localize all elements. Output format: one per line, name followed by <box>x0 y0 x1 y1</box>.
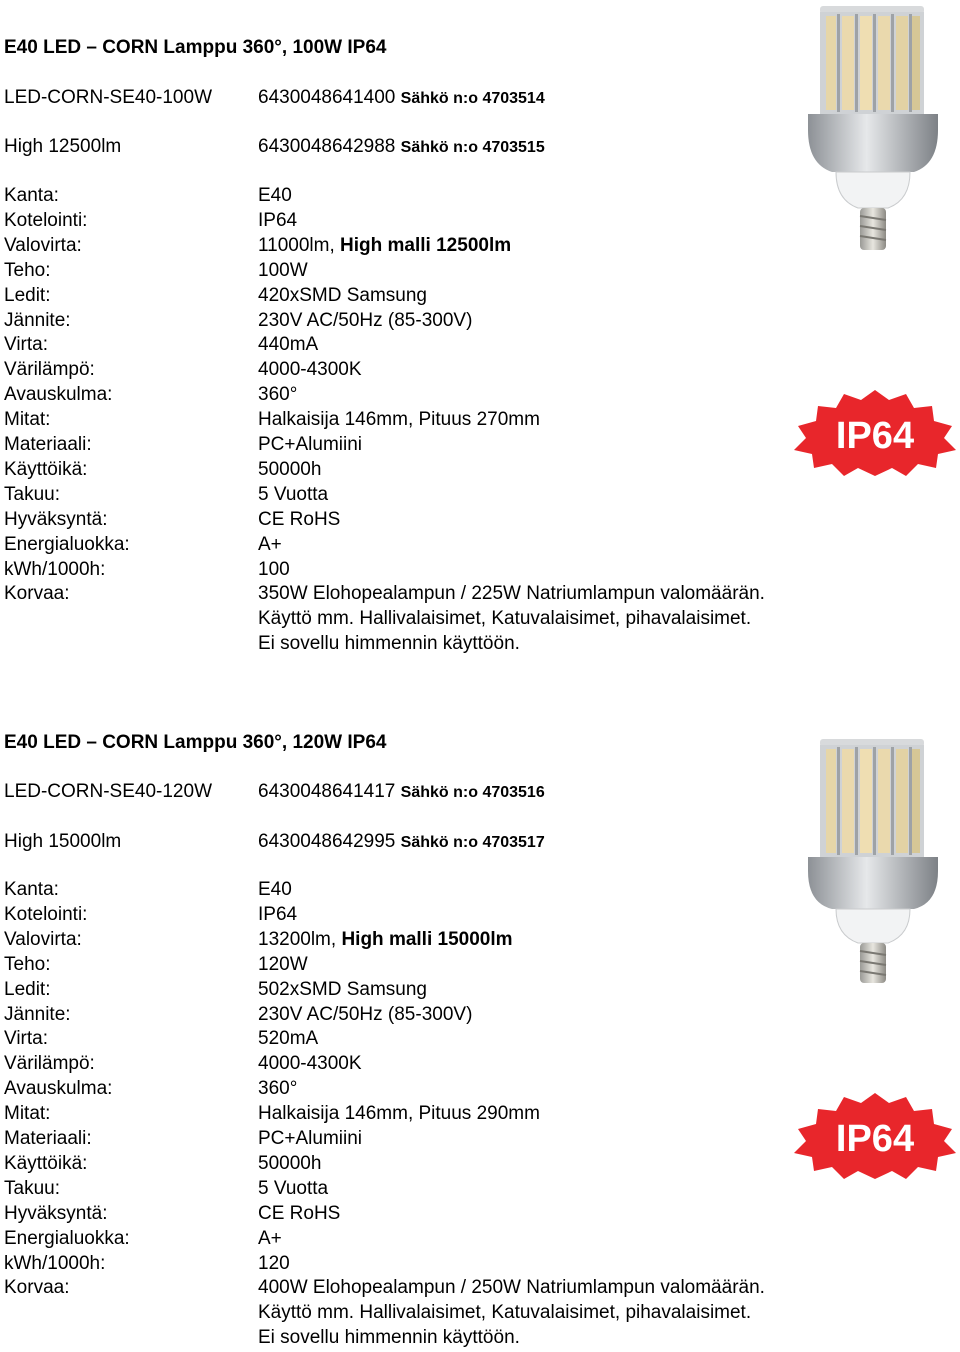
spec-value <box>258 1128 362 1150</box>
spec-label: Kotelointi: <box>4 209 88 231</box>
spec-value-text: 120 <box>258 1252 290 1274</box>
spec-value <box>258 210 297 232</box>
spec-value <box>258 509 340 531</box>
spec-value-text: E40 <box>258 185 292 206</box>
spec-value-text: E40 <box>258 879 292 900</box>
spec-label: Valovirta: <box>4 234 82 256</box>
spec-value-text: 350W Elohopealampun / 225W Natriumlampun valomäärän. <box>258 583 765 605</box>
spec-label: Avauskulma: <box>4 1078 113 1100</box>
sahko-number: Sähkö n:o 4703517 <box>400 834 545 851</box>
spec-value-text: 502xSMD Samsung <box>258 978 427 1000</box>
spec-value-text: CE RoHS <box>258 508 341 530</box>
spec-label: Takuu: <box>4 1177 60 1199</box>
corn-lamp-image <box>806 737 940 983</box>
spec-value <box>258 185 292 207</box>
sahko-number: Sähkö n:o 4703515 <box>400 139 545 156</box>
spec-label: Korvaa: <box>4 583 70 605</box>
spec-value <box>258 1327 520 1349</box>
spec-value-text: Ei sovellu himmennin käyttöön. <box>258 1327 520 1349</box>
spec-value-text: IP64 <box>258 903 298 925</box>
spec-value-text: 120W <box>258 953 308 975</box>
spec-value <box>258 359 362 381</box>
spec-value-text: 440mA <box>258 334 319 356</box>
sahko-number: Sähkö n:o 4703514 <box>400 90 545 107</box>
spec-value-text: 100W <box>258 259 308 281</box>
ip64-badge-text: IP64 <box>835 1118 915 1160</box>
spec-value <box>258 334 318 356</box>
spec-value-text: 5 Vuotta <box>258 1177 329 1199</box>
ean-code <box>258 781 545 803</box>
spec-value-text: Käyttö mm. Hallivalaisimet, Katuvalaisimet, pihavalaisimet. <box>258 608 752 630</box>
spec-value-text: 4000-4300K <box>258 1053 362 1075</box>
spec-value-text: 360° <box>258 1078 298 1100</box>
spec-value-text: PC+Alumiini <box>258 1128 363 1149</box>
spec-value <box>258 1004 472 1026</box>
ean-number: 6430048641400 <box>258 87 396 108</box>
ip64-badge <box>792 388 958 482</box>
high-variant-label: High 12500lm <box>4 136 122 157</box>
sahko-number: Sähkö n:o 4703516 <box>400 784 545 801</box>
spec-value <box>258 459 321 481</box>
spec-value-text: 360° <box>258 384 298 406</box>
ean-code <box>258 831 545 853</box>
spec-label: Ledit: <box>4 978 51 1000</box>
spec-label: Avauskulma: <box>4 384 113 406</box>
spec-value-text: 5 Vuotta <box>258 483 329 505</box>
spec-value-text: 520mA <box>258 1028 319 1050</box>
spec-value <box>258 1253 290 1275</box>
ean-number: 6430048642995 <box>258 831 396 852</box>
spec-label: Kotelointi: <box>4 903 88 925</box>
spec-value-text: 50000h <box>258 458 322 480</box>
spec-value <box>258 1302 751 1324</box>
spec-value <box>258 1228 282 1250</box>
corn-lamp-image <box>806 4 940 250</box>
spec-label: Energialuokka: <box>4 533 130 555</box>
spec-label: Teho: <box>4 259 51 281</box>
spec-label: Materiaali: <box>4 1128 92 1149</box>
spec-label: Ledit: <box>4 284 51 306</box>
spec-label: kWh/1000h: <box>4 558 106 580</box>
spec-value <box>258 310 472 332</box>
spec-label: Mitat: <box>4 1103 51 1125</box>
spec-value <box>258 954 308 976</box>
ean-code <box>258 136 545 158</box>
spec-value-text: Käyttö mm. Hallivalaisimet, Katuvalaisimet, pihavalaisimet. <box>258 1302 752 1324</box>
ean-number: 6430048641417 <box>258 781 396 802</box>
spec-value <box>258 559 290 581</box>
spec-label: kWh/1000h: <box>4 1252 106 1274</box>
spec-value <box>258 384 297 406</box>
spec-value <box>258 1153 321 1175</box>
spec-value-text: 230V AC/50Hz (85-300V) <box>258 1003 473 1025</box>
product-code: LED-CORN-SE40-120W <box>4 781 212 802</box>
spec-label: Korvaa: <box>4 1277 70 1299</box>
spec-value <box>258 434 362 456</box>
spec-value-text: 230V AC/50Hz (85-300V) <box>258 309 473 331</box>
spec-value <box>258 608 751 630</box>
spec-value <box>258 1178 328 1200</box>
spec-value-text: 4000-4300K <box>258 359 362 381</box>
spec-label: Jännite: <box>4 1003 71 1025</box>
spec-value-text: CE RoHS <box>258 1202 341 1224</box>
spec-value-text: Halkaisija 146mm, Pituus 290mm <box>258 1103 540 1125</box>
ip64-badge-text: IP64 <box>835 415 915 457</box>
spec-value-text: IP64 <box>258 209 298 231</box>
spec-value <box>258 1277 765 1299</box>
spec-value-text: 50000h <box>258 1152 322 1174</box>
spec-value <box>258 235 511 257</box>
product-title: E40 LED – CORN Lamppu 360°, 100W IP64 <box>4 37 387 58</box>
spec-value-text: 11000lm, <box>258 234 335 256</box>
spec-value <box>258 1028 318 1050</box>
spec-label: Kanta: <box>4 879 59 900</box>
spec-label: Värilämpö: <box>4 359 95 381</box>
spec-value <box>258 1053 362 1075</box>
spec-value-text: 400W Elohopealampun / 250W Natriumlampun valomäärän. <box>258 1277 765 1299</box>
spec-label: Teho: <box>4 953 51 975</box>
spec-value-text: 13200lm, <box>258 928 337 950</box>
spec-value-text: A+ <box>258 1227 282 1249</box>
spec-label: Valovirta: <box>4 928 82 950</box>
spec-value <box>258 534 282 556</box>
spec-value-text: A+ <box>258 533 282 555</box>
spec-label: Virta: <box>4 334 49 356</box>
spec-value <box>258 1103 540 1125</box>
spec-label: Hyväksyntä: <box>4 1202 108 1224</box>
spec-value <box>258 633 520 655</box>
spec-label: Jännite: <box>4 309 71 331</box>
spec-label: Energialuokka: <box>4 1227 130 1249</box>
spec-label: Käyttöikä: <box>4 1152 88 1174</box>
spec-label: Materiaali: <box>4 434 92 455</box>
spec-value <box>258 979 427 1001</box>
spec-label: Kanta: <box>4 185 59 206</box>
spec-label: Mitat: <box>4 409 51 431</box>
ean-number: 6430048642988 <box>258 136 396 157</box>
ean-code <box>258 87 545 109</box>
spec-label: Takuu: <box>4 483 60 505</box>
product-code: LED-CORN-SE40-100W <box>4 87 212 108</box>
spec-label: Hyväksyntä: <box>4 508 108 530</box>
spec-value <box>258 285 427 307</box>
spec-value <box>258 1203 340 1225</box>
spec-label: Käyttöikä: <box>4 458 88 480</box>
product-title: E40 LED – CORN Lamppu 360°, 120W IP64 <box>4 732 387 753</box>
spec-label: Värilämpö: <box>4 1053 95 1075</box>
spec-value-text: 420xSMD Samsung <box>258 284 427 306</box>
spec-value-highlight: High malli 15000lm <box>341 928 513 950</box>
spec-value-text: 100 <box>258 558 290 580</box>
spec-value-text: Halkaisija 146mm, Pituus 270mm <box>258 409 540 431</box>
spec-label: Virta: <box>4 1028 49 1050</box>
spec-value <box>258 1078 297 1100</box>
spec-value <box>258 879 292 901</box>
spec-value-text: PC+Alumiini <box>258 434 363 455</box>
spec-value <box>258 929 513 951</box>
spec-value-text: Ei sovellu himmennin käyttöön. <box>258 633 520 655</box>
spec-value <box>258 409 540 431</box>
spec-value <box>258 260 308 282</box>
ip64-badge <box>792 1091 958 1185</box>
spec-value <box>258 583 765 605</box>
spec-value <box>258 484 328 506</box>
spec-value <box>258 904 297 926</box>
high-variant-label: High 15000lm <box>4 831 122 852</box>
spec-value-highlight: High malli 12500lm <box>340 234 512 256</box>
